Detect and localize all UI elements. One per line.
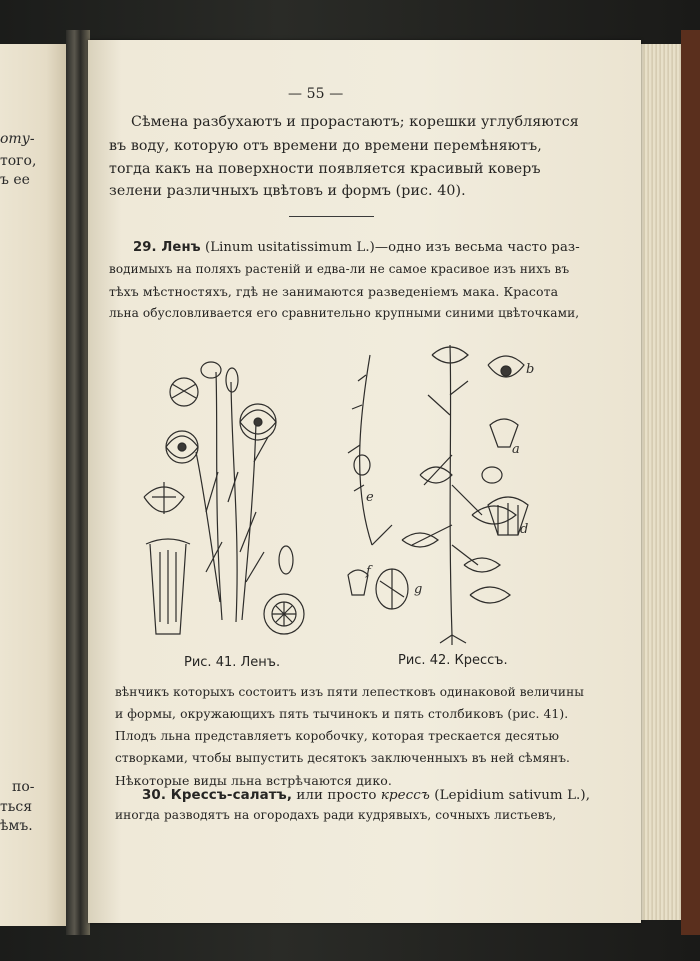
section-30-heading: 30. Крессъ-салатъ, bbox=[142, 788, 293, 803]
section-30-italic: крессъ bbox=[380, 788, 430, 803]
figure-label-b: b bbox=[526, 362, 535, 377]
left-page-line: ться bbox=[0, 799, 33, 815]
section-30-line bbox=[142, 788, 590, 803]
book-cover-edge bbox=[681, 30, 700, 935]
figure-41-caption: Рис. 41. Ленъ. bbox=[184, 655, 281, 670]
paragraph-line: Плодъ льна представляетъ коробочку, которая трескается десятью bbox=[115, 729, 560, 743]
paragraph-line: створками, чтобы выпустить десятокъ заключенныхъ въ ней сѣмянъ. bbox=[115, 751, 571, 765]
section-divider bbox=[289, 216, 374, 217]
paragraph-line: Нѣкоторые виды льна встрѣчаются дико. bbox=[115, 773, 392, 788]
paragraph-line: водимыхъ на поляхъ растеній и едва-ли не самое красивое изъ нихъ въ bbox=[109, 262, 570, 276]
paragraph-line: въ воду, которую отъ времени до времени перемѣняютъ, bbox=[109, 138, 542, 154]
book-gutter bbox=[66, 30, 90, 935]
paragraph-line: и формы, окружающихъ пять тычинокъ и пять столбиковъ (рис. 41). bbox=[115, 707, 569, 721]
section-29-line bbox=[133, 240, 580, 255]
paragraph-line: зелени различныхъ цвѣтовъ и формъ (рис. 40). bbox=[109, 183, 466, 199]
left-page bbox=[0, 44, 66, 926]
paragraph-line: вѣнчикъ которыхъ состоитъ изъ пяти лепестковъ одинаковой величины bbox=[115, 685, 584, 699]
left-page-line: оту- bbox=[0, 131, 35, 147]
left-page-line: ъ ее bbox=[0, 172, 30, 188]
paragraph-line: льна обусловливается его сравнительно крупными синими цвѣточками, bbox=[109, 306, 580, 320]
figure-label-d: d bbox=[520, 522, 529, 537]
left-page-line: по- bbox=[12, 779, 35, 795]
paragraph-line: тѣхъ мѣстностяхъ, гдѣ не занимаются разведеніемъ мака. Красота bbox=[109, 284, 559, 299]
section-29-heading: 29. Ленъ bbox=[133, 240, 201, 255]
paragraph-line: Сѣмена разбухаютъ и прорастаютъ; корешки углубляются bbox=[131, 114, 579, 130]
figure-42-caption: Рис. 42. Крессъ. bbox=[398, 653, 508, 668]
figure-label-g: g bbox=[414, 582, 423, 597]
section-29-latin: (Linum usitatissimum L.)—одно изъ весьма часто раз- bbox=[200, 240, 580, 255]
left-page-line: того, bbox=[0, 153, 37, 169]
figure-42-cress-illustration bbox=[340, 335, 540, 645]
figure-label-e: e bbox=[366, 490, 374, 505]
paragraph-line: тогда какъ на поверхности появляется красивый коверъ bbox=[109, 161, 541, 177]
figure-label-f: f bbox=[366, 564, 371, 579]
section-30-middle: или просто bbox=[292, 788, 381, 803]
page-number: — 55 — bbox=[288, 86, 344, 102]
paragraph-line: иногда разводятъ на огородахъ ради кудрявыхъ, сочныхъ листьевъ, bbox=[115, 808, 557, 822]
figure-41-flax-illustration bbox=[136, 352, 316, 647]
section-30-latin: (Lepidium sativum L.), bbox=[429, 788, 591, 803]
page-edges bbox=[641, 44, 683, 920]
figure-label-a: a bbox=[512, 442, 520, 457]
left-page-line: ѣмъ. bbox=[0, 818, 33, 834]
